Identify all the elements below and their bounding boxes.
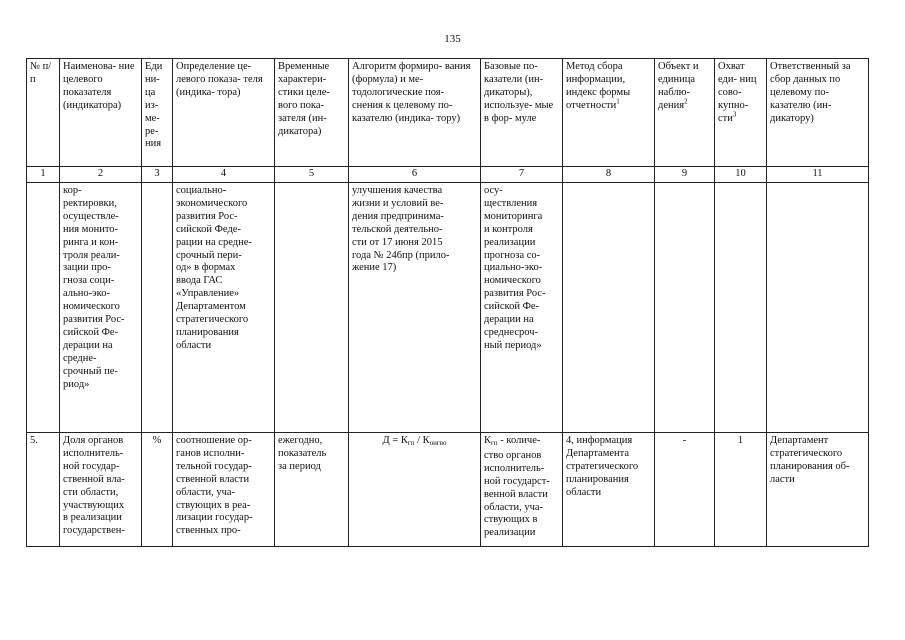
column-number: 9 [655,167,715,183]
header-cell-10: Охват еди- ниц сово- купно- сти$^3$ [715,59,767,167]
unit-cell [142,183,173,433]
column-number: 8 [563,167,655,183]
formula: $Д = К_{гп} / К_{оигво}$ [382,435,447,447]
column-number: 3 [142,167,173,183]
row-number-cell: 5. [27,433,60,547]
collection-method-cell [563,183,655,433]
indicator-name-cell: кор- ректировки, осуществле- ния монито- ринга и кон- троля реали- зации про- гноза соци- ально-эко- номического развития Рос- сийской Фе- дерации на средне- срочный пе- риод» [60,183,142,433]
observation-object-cell [655,183,715,433]
indicator-name-cell: Доля органов исполнитель- ной государ- ственной вла- сти области, участвующих в реализации государствен- [60,433,142,547]
header-cell-2: Наименова- ние целевого показателя (индикатора) [60,59,142,167]
page-number: 135 [444,33,461,45]
column-number: 11 [767,167,869,183]
header-row [27,59,869,167]
row-number-cell [27,183,60,433]
definition-cell: социально- экономического развития Рос- сийской Феде- рации на средне- срочный пери- од» в формах ввода ГАС «Управление» Департаментом стратегического планирования области [173,183,275,433]
header-cell-7: Базовые по- казатели (ин- дикаторы), используе- мые в фор- муле [481,59,563,167]
header-cell-8: Метод сбора информации, индекс формы отчетности$^1$ [563,59,655,167]
coverage-cell: 1 [715,433,767,547]
header-cell-3: Еди ни- ца из- ме- ре- ния [142,59,173,167]
algorithm-cell [349,433,481,547]
column-number: 10 [715,167,767,183]
time-characteristics-cell: ежегодно, показатель за период [275,433,349,547]
indicator-table [26,58,869,547]
column-number: 5 [275,167,349,183]
table-row [27,183,869,433]
responsible-cell [767,183,869,433]
collection-method-cell: 4, информация Департамента стратегического планирования области [563,433,655,547]
header-cell-1: № п/п [27,59,60,167]
header-cell-5: Временные характери- стики целе- вого пока- зателя (ин- дикатора) [275,59,349,167]
definition-cell: соотношение ор- ганов исполни- тельной государ- ственной власти области, уча- ствующих в реа- лизации государ- ственных про- [173,433,275,547]
column-number: 4 [173,167,275,183]
responsible-cell: Департамент стратегического планирования об- ласти [767,433,869,547]
header-cell-6: Алгоритм формиро- вания (формула) и ме- тодологические поя- снения к целевому по- казателю (индика- тору) [349,59,481,167]
column-number: 2 [60,167,142,183]
base-indicators-cell: $К_{гп}$ - количе- ство органов исполнитель- ной государст- венной власти области, уча- ствующих в реализации [481,433,563,547]
coverage-cell [715,183,767,433]
observation-object-cell: - [655,433,715,547]
column-number: 7 [481,167,563,183]
table-row [27,433,869,547]
footnote-marker: 3 [732,110,737,119]
footnote-marker: 2 [684,97,688,106]
header-cell-11: Ответственный за сбор данных по целевому по- казателю (ин- дикатору) [767,59,869,167]
header-cell-4: Определение це- левого показа- теля (индика- тора) [173,59,275,167]
algorithm-cell: улучшения качества жизни и условий ве- дения предпринима- тельской деятельно- сти от 17 июня 2015 года № 246пр (прило- жение 17) [349,183,481,433]
column-number: 1 [27,167,60,183]
base-indicators-cell: осу- ществления мониторинга и контроля реализации прогноза со- циально-эко- номического развития Рос- сийской Фе- дерации на среднесроч- ный период» [481,183,563,433]
column-number: 6 [349,167,481,183]
header-cell-9: Объект и единица наблю- дения$^2$ [655,59,715,167]
footnote-marker: 1 [616,97,620,106]
unit-cell: % [142,433,173,547]
time-characteristics-cell [275,183,349,433]
column-number-row [27,167,869,183]
